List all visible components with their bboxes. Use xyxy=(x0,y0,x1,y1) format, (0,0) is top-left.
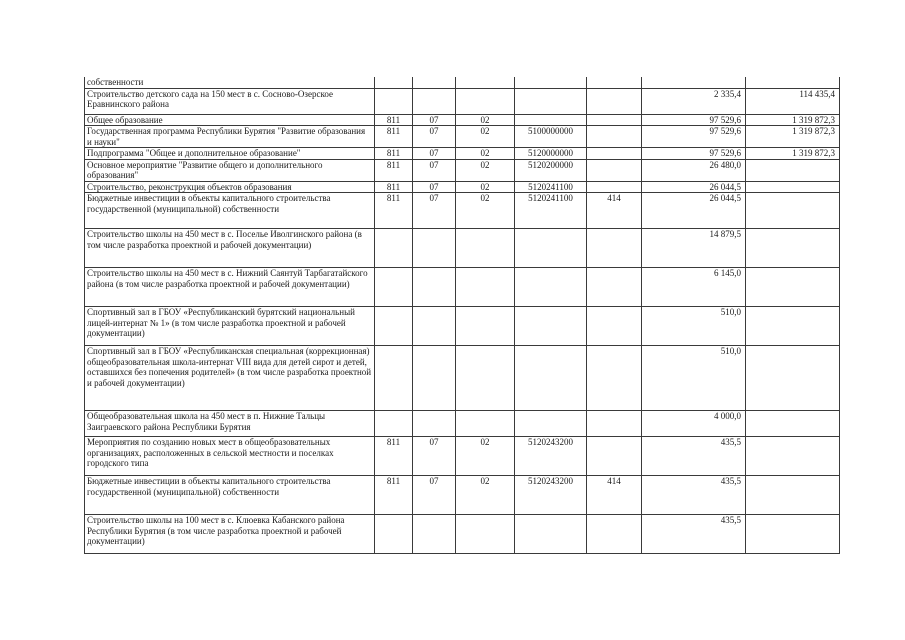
table-row xyxy=(85,411,840,437)
amount-cell-secondary xyxy=(746,181,840,193)
expense-type-cell xyxy=(587,268,642,307)
section-code-cell xyxy=(413,346,456,411)
section-code-cell: 07 xyxy=(413,126,456,148)
table-row xyxy=(85,181,840,193)
subsection-code-cell xyxy=(456,229,515,268)
amount-cell: 26 480,0 xyxy=(642,159,746,181)
expense-type-cell xyxy=(587,229,642,268)
subsection-code-cell xyxy=(456,411,515,437)
target-article-cell: 5120243200 xyxy=(515,437,587,476)
target-article-cell: 5120200000 xyxy=(515,159,587,181)
expense-type-cell xyxy=(587,411,642,437)
subsection-code-cell: 02 xyxy=(456,181,515,193)
ministry-code-cell xyxy=(375,77,413,88)
ministry-code-cell: 811 xyxy=(375,476,413,515)
amount-cell: 510,0 xyxy=(642,307,746,346)
target-article-cell xyxy=(515,268,587,307)
table-row xyxy=(85,307,840,346)
amount-cell xyxy=(642,77,746,88)
subsection-code-cell xyxy=(456,88,515,114)
amount-cell-secondary: 1 319 872,3 xyxy=(746,126,840,148)
section-code-cell: 07 xyxy=(413,114,456,126)
row-name-cell: Бюджетные инвестиции в объекты капитального строительства государственной (муниципальной) собственности xyxy=(85,476,375,515)
subsection-code-cell: 02 xyxy=(456,148,515,160)
table-row xyxy=(85,476,840,515)
section-code-cell: 07 xyxy=(413,193,456,229)
table-row xyxy=(85,193,840,229)
target-article-cell xyxy=(515,77,587,88)
table-row xyxy=(85,159,840,181)
section-code-cell: 07 xyxy=(413,148,456,160)
row-name-cell: Подпрограмма "Общее и дополнительное образование" xyxy=(85,148,375,160)
target-article-cell xyxy=(515,307,587,346)
amount-cell: 26 044,5 xyxy=(642,193,746,229)
amount-cell-secondary xyxy=(746,476,840,515)
amount-cell: 26 044,5 xyxy=(642,181,746,193)
amount-cell-secondary: 114 435,4 xyxy=(746,88,840,114)
section-code-cell: 07 xyxy=(413,437,456,476)
amount-cell-secondary xyxy=(746,193,840,229)
amount-cell-secondary xyxy=(746,515,840,554)
ministry-code-cell xyxy=(375,268,413,307)
amount-cell-secondary: 1 319 872,3 xyxy=(746,114,840,126)
section-code-cell xyxy=(413,229,456,268)
table-row xyxy=(85,437,840,476)
budget-table-body xyxy=(85,77,840,554)
ministry-code-cell xyxy=(375,88,413,114)
table-row xyxy=(85,515,840,554)
amount-cell: 510,0 xyxy=(642,346,746,411)
amount-cell: 435,5 xyxy=(642,476,746,515)
expense-type-cell xyxy=(587,148,642,160)
amount-cell-secondary xyxy=(746,229,840,268)
subsection-code-cell: 02 xyxy=(456,126,515,148)
row-name-cell: Строительство школы на 100 мест в с. Клюевка Кабанского района Республики Бурятия (в том числе разработка проектной и рабочей документации) xyxy=(85,515,375,554)
target-article-cell xyxy=(515,88,587,114)
subsection-code-cell: 02 xyxy=(456,114,515,126)
amount-cell-secondary xyxy=(746,307,840,346)
target-article-cell: 5120000000 xyxy=(515,148,587,160)
amount-cell: 14 879,5 xyxy=(642,229,746,268)
table-row xyxy=(85,114,840,126)
row-name-cell: Спортивный зал в ГБОУ «Республиканская специальная (коррекционная) общеобразовательная школа-интернат VIII вида для детей сирот и детей, оставшихся без попечения родителей» (в том числе разработка проектной и рабочей документации) xyxy=(85,346,375,411)
target-article-cell xyxy=(515,515,587,554)
target-article-cell: 5120241100 xyxy=(515,181,587,193)
section-code-cell xyxy=(413,268,456,307)
subsection-code-cell: 02 xyxy=(456,193,515,229)
expense-type-cell xyxy=(587,437,642,476)
ministry-code-cell xyxy=(375,346,413,411)
ministry-code-cell: 811 xyxy=(375,159,413,181)
subsection-code-cell: 02 xyxy=(456,437,515,476)
ministry-code-cell: 811 xyxy=(375,148,413,160)
subsection-code-cell xyxy=(456,346,515,411)
amount-cell-secondary xyxy=(746,437,840,476)
table-row xyxy=(85,268,840,307)
table-row xyxy=(85,88,840,114)
amount-cell-secondary xyxy=(746,77,840,88)
section-code-cell xyxy=(413,77,456,88)
amount-cell: 97 529,6 xyxy=(642,114,746,126)
ministry-code-cell xyxy=(375,307,413,346)
row-name-cell: Строительство школы на 450 мест в с. Поселье Иволгинского района (в том числе разработка проектной и рабочей документации) xyxy=(85,229,375,268)
target-article-cell: 5100000000 xyxy=(515,126,587,148)
subsection-code-cell xyxy=(456,268,515,307)
amount-cell-secondary xyxy=(746,411,840,437)
expense-type-cell xyxy=(587,126,642,148)
row-name-cell: Основное мероприятие "Развитие общего и дополнительного образования" xyxy=(85,159,375,181)
section-code-cell xyxy=(413,411,456,437)
section-code-cell xyxy=(413,88,456,114)
target-article-cell: 5120241100 xyxy=(515,193,587,229)
row-name-cell: Государственная программа Республики Бурятия "Развитие образования и науки" xyxy=(85,126,375,148)
subsection-code-cell xyxy=(456,77,515,88)
table-row xyxy=(85,126,840,148)
row-name-cell: Бюджетные инвестиции в объекты капитального строительства государственной (муниципальной) собственности xyxy=(85,193,375,229)
row-name-cell: Строительство, реконструкция объектов образования xyxy=(85,181,375,193)
ministry-code-cell: 811 xyxy=(375,114,413,126)
row-name-cell: Мероприятия по созданию новых мест в общеобразовательных организациях, расположенных в сельской местности и поселках городского типа xyxy=(85,437,375,476)
ministry-code-cell: 811 xyxy=(375,126,413,148)
target-article-cell xyxy=(515,114,587,126)
ministry-code-cell: 811 xyxy=(375,193,413,229)
subsection-code-cell xyxy=(456,307,515,346)
expense-type-cell xyxy=(587,114,642,126)
expense-type-cell: 414 xyxy=(587,193,642,229)
section-code-cell: 07 xyxy=(413,159,456,181)
section-code-cell xyxy=(413,307,456,346)
expense-type-cell xyxy=(587,307,642,346)
table-row xyxy=(85,229,840,268)
ministry-code-cell xyxy=(375,229,413,268)
row-name-cell: Строительство школы на 450 мест в с. Нижний Саянтуй Тарбагатайского района (в том числе разработка проектной и рабочей документации) xyxy=(85,268,375,307)
row-name-cell: Общее образование xyxy=(85,114,375,126)
row-name-cell: Общеобразовательная школа на 450 мест в п. Нижние Тальцы Заиграевского района Республики Бурятия xyxy=(85,411,375,437)
amount-cell: 435,5 xyxy=(642,437,746,476)
target-article-cell: 5120243200 xyxy=(515,476,587,515)
amount-cell-secondary xyxy=(746,159,840,181)
amount-cell: 2 335,4 xyxy=(642,88,746,114)
ministry-code-cell: 811 xyxy=(375,437,413,476)
budget-table xyxy=(84,77,840,554)
section-code-cell: 07 xyxy=(413,476,456,515)
row-name-cell: Строительство детского сада на 150 мест в с. Сосново-Озерское Еравнинского района xyxy=(85,88,375,114)
table-row xyxy=(85,148,840,160)
row-name-cell: собственности xyxy=(85,77,375,88)
subsection-code-cell: 02 xyxy=(456,476,515,515)
amount-cell-secondary xyxy=(746,268,840,307)
expense-type-cell xyxy=(587,159,642,181)
expense-type-cell xyxy=(587,181,642,193)
expense-type-cell xyxy=(587,515,642,554)
amount-cell: 435,5 xyxy=(642,515,746,554)
table-row xyxy=(85,77,840,88)
amount-cell: 97 529,6 xyxy=(642,148,746,160)
amount-cell: 4 000,0 xyxy=(642,411,746,437)
table-row xyxy=(85,346,840,411)
amount-cell-secondary xyxy=(746,346,840,411)
row-name-cell: Спортивный зал в ГБОУ «Республиканский бурятский национальный лицей-интернат № 1» (в том числе разработка проектной и рабочей документации) xyxy=(85,307,375,346)
amount-cell: 6 145,0 xyxy=(642,268,746,307)
section-code-cell: 07 xyxy=(413,181,456,193)
expense-type-cell xyxy=(587,88,642,114)
ministry-code-cell xyxy=(375,515,413,554)
amount-cell: 97 529,6 xyxy=(642,126,746,148)
subsection-code-cell xyxy=(456,515,515,554)
amount-cell-secondary: 1 319 872,3 xyxy=(746,148,840,160)
expense-type-cell xyxy=(587,346,642,411)
expense-type-cell: 414 xyxy=(587,476,642,515)
ministry-code-cell: 811 xyxy=(375,181,413,193)
target-article-cell xyxy=(515,346,587,411)
target-article-cell xyxy=(515,411,587,437)
expense-type-cell xyxy=(587,77,642,88)
subsection-code-cell: 02 xyxy=(456,159,515,181)
section-code-cell xyxy=(413,515,456,554)
ministry-code-cell xyxy=(375,411,413,437)
target-article-cell xyxy=(515,229,587,268)
